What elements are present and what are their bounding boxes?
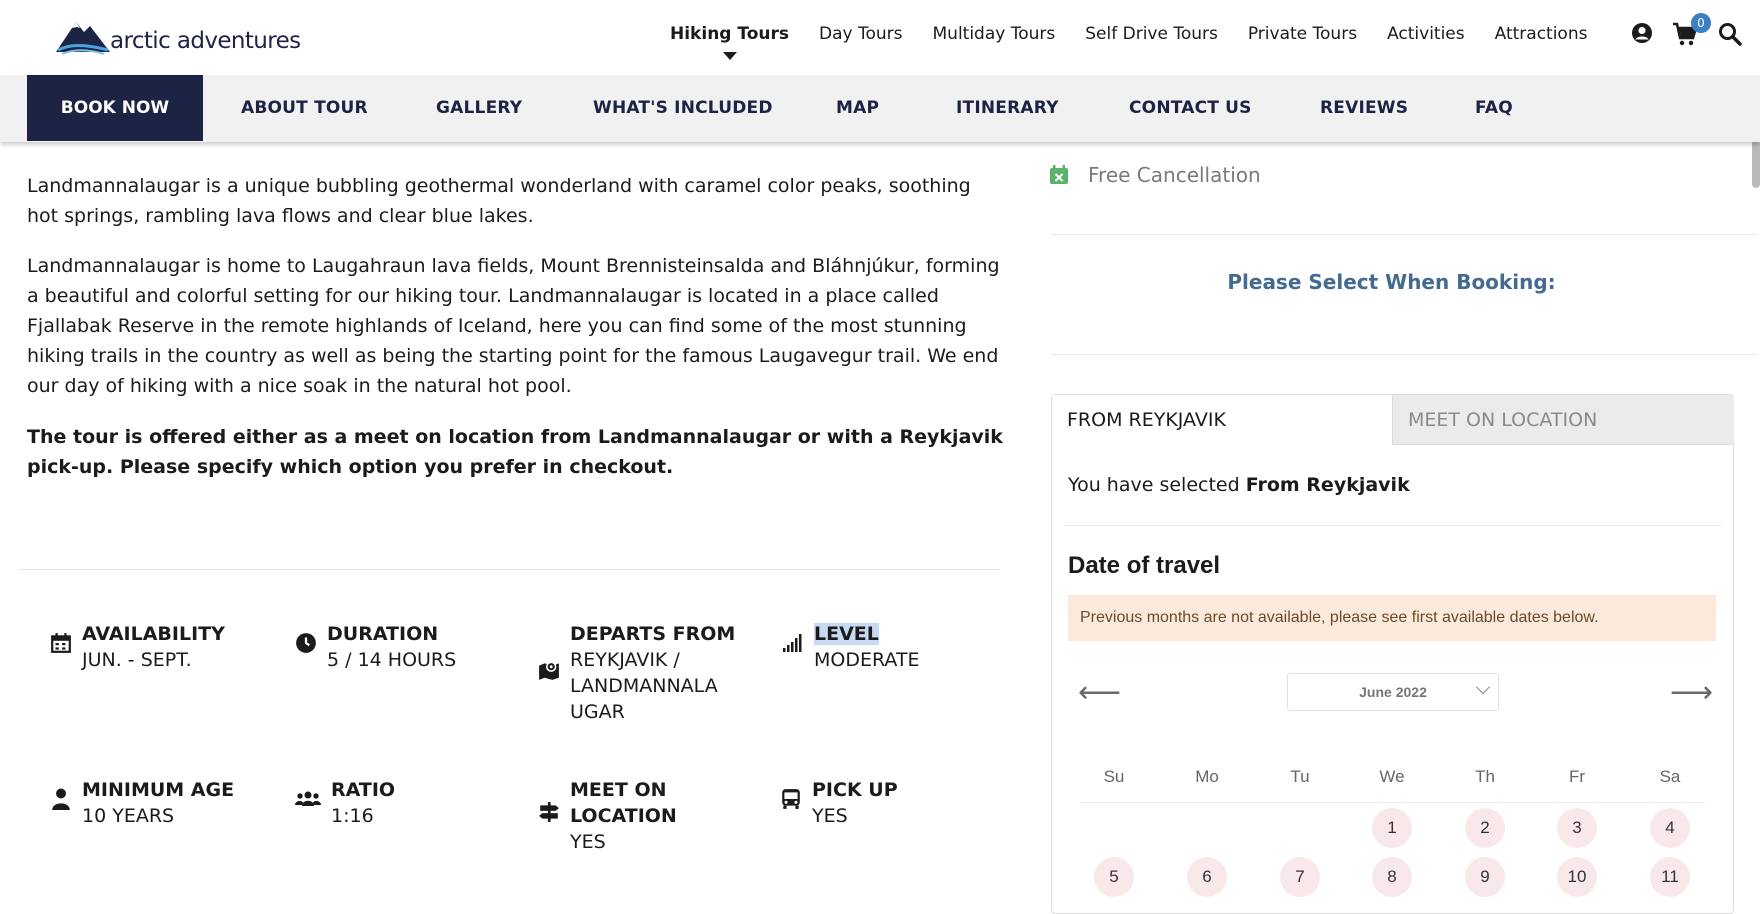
tab-faq[interactable]: FAQ xyxy=(1475,98,1513,118)
duration-value: 5 / 14 HOURS xyxy=(327,649,457,671)
meet-on-location-label-line-2: LOCATION xyxy=(570,805,677,827)
tab-gallery[interactable]: GALLERY xyxy=(436,98,523,118)
logo[interactable] xyxy=(54,14,301,56)
month-select-value: June 2022 xyxy=(1359,684,1427,700)
selected-prefix: You have selected xyxy=(1068,474,1246,496)
calendar-day[interactable]: 5 xyxy=(1094,857,1134,897)
level-label: LEVEL xyxy=(814,623,879,645)
pick-up-value: YES xyxy=(812,805,848,827)
departs-from-value-line-1: REYKJAVIK / xyxy=(570,649,680,671)
calendar-cancel-icon xyxy=(1049,165,1069,185)
calendar-day[interactable]: 10 xyxy=(1557,857,1597,897)
month-select[interactable] xyxy=(1287,673,1499,711)
next-month-arrow-icon[interactable]: ⟶ xyxy=(1670,675,1714,710)
description-paragraph-2: Landmannalaugar is home to Laugahraun lava fields, Mount Brennisteinsalda and Bláhnjúkur, forming a beautiful and colorful setting for our hiking tour. Landmannalaugar is located in a place called Fjallabak Reserve in the remote highlands of Iceland, here you can find some of the most stunning hiking trails in the country as well as being the starting point for the famous Laugavegur trail. We end our day of hiking with a nice soak in the natural hot pool. xyxy=(27,255,1000,397)
map-location-icon xyxy=(538,659,560,681)
description-paragraph-1: Landmannalaugar is a unique bubbling geothermal wonderland with caramel color peaks, soothing hot springs, rambling lava flows and clear blue lakes. xyxy=(27,175,971,227)
clock-icon xyxy=(295,632,317,654)
tab-reviews[interactable]: REVIEWS xyxy=(1320,98,1409,118)
tab-itinerary[interactable]: ITINERARY xyxy=(956,98,1059,118)
info-availability xyxy=(50,621,225,673)
divider xyxy=(1051,354,1758,355)
divider xyxy=(1080,802,1705,803)
calendar-day[interactable]: 3 xyxy=(1557,808,1597,848)
calendar-day[interactable]: 4 xyxy=(1650,808,1690,848)
calendar-day[interactable]: 1 xyxy=(1372,808,1412,848)
chevron-down-icon xyxy=(1476,680,1490,694)
info-pick-up xyxy=(780,777,898,829)
nav-hiking-tours[interactable]: Hiking Tours xyxy=(670,24,789,44)
departs-from-value-line-3: UGAR xyxy=(570,701,625,723)
selected-option-text xyxy=(1068,474,1410,496)
info-duration xyxy=(295,621,456,673)
availability-label: AVAILABILITY xyxy=(82,623,225,645)
user-account-icon[interactable] xyxy=(1631,22,1653,44)
cart-count-badge: 0 xyxy=(1691,13,1711,33)
info-meet-on-location xyxy=(538,777,677,855)
book-now-button[interactable]: BOOK NOW xyxy=(27,75,203,141)
calendar-day[interactable]: 7 xyxy=(1280,857,1320,897)
main-nav xyxy=(670,24,1617,44)
divider xyxy=(1051,234,1758,235)
info-departs-from xyxy=(538,621,735,725)
pick-up-label: PICK UP xyxy=(812,779,898,801)
group-icon xyxy=(295,788,321,810)
weekday-saturday: Sa xyxy=(1659,767,1681,786)
nav-private-tours[interactable]: Private Tours xyxy=(1247,24,1358,44)
calendar-day[interactable]: 9 xyxy=(1465,857,1505,897)
calendar-icon xyxy=(50,632,72,654)
minimum-age-label: MINIMUM AGE xyxy=(82,779,235,801)
calendar-day[interactable]: 8 xyxy=(1372,857,1412,897)
nav-multiday-tours[interactable]: Multiday Tours xyxy=(932,24,1056,44)
weekday-wednesday: We xyxy=(1379,767,1405,786)
level-value: MODERATE xyxy=(814,649,920,671)
minimum-age-value: 10 YEARS xyxy=(82,805,175,827)
calendar-day[interactable]: 11 xyxy=(1650,857,1690,897)
tab-whats-included[interactable]: WHAT'S INCLUDED xyxy=(593,98,773,118)
info-minimum-age xyxy=(50,777,234,829)
divider xyxy=(1064,525,1721,526)
pickup-option-note: The tour is offered either as a meet on location from Landmannalaugar or with a Reykjavik pick-up. Please specify which option you prefer in checkout. xyxy=(27,426,1003,478)
select-when-booking-heading: Please Select When Booking: xyxy=(1227,270,1556,294)
booking-widget xyxy=(1051,394,1734,914)
logo-text: arctic adventures xyxy=(110,28,301,54)
nav-attractions[interactable]: Attractions xyxy=(1494,24,1588,44)
previous-month-arrow-icon[interactable]: ⟵ xyxy=(1078,675,1122,710)
mountain-logo-icon xyxy=(54,14,112,56)
info-level xyxy=(782,621,920,673)
meet-on-location-label-line-1: MEET ON xyxy=(570,779,667,801)
tab-from-reykjavik[interactable]: FROM REYKJAVIK xyxy=(1052,395,1392,445)
bus-icon xyxy=(780,788,802,810)
nav-activities[interactable]: Activities xyxy=(1387,24,1465,44)
top-header xyxy=(0,0,1760,75)
weekday-monday: Mo xyxy=(1195,767,1219,786)
nav-self-drive-tours[interactable]: Self Drive Tours xyxy=(1085,24,1218,44)
divider xyxy=(18,569,1000,570)
info-ratio xyxy=(295,777,395,829)
tab-map[interactable]: MAP xyxy=(836,98,880,118)
availability-warning: Previous months are not available, please see first available dates below. xyxy=(1068,595,1716,641)
selected-option-value: From Reykjavik xyxy=(1245,474,1410,496)
weekday-tuesday: Tu xyxy=(1290,767,1310,786)
free-cancellation-text: Free Cancellation xyxy=(1088,163,1261,187)
tab-meet-on-location[interactable]: MEET ON LOCATION xyxy=(1392,395,1734,445)
weekday-friday: Fr xyxy=(1568,767,1586,786)
date-of-travel-heading: Date of travel xyxy=(1068,552,1221,579)
calendar-day[interactable]: 6 xyxy=(1187,857,1227,897)
departs-from-label: DEPARTS FROM xyxy=(570,623,736,645)
weekday-sunday: Su xyxy=(1103,767,1125,786)
tab-about-tour[interactable]: ABOUT TOUR xyxy=(241,98,368,118)
ratio-label: RATIO xyxy=(331,779,396,801)
person-icon xyxy=(50,788,72,810)
calendar-day[interactable]: 2 xyxy=(1465,808,1505,848)
weekday-thursday: Th xyxy=(1475,767,1495,786)
availability-value: JUN. - SEPT. xyxy=(82,649,192,671)
tour-section-nav xyxy=(0,75,1760,142)
departs-from-value-line-2: LANDMANNALA xyxy=(570,675,718,697)
ratio-value: 1:16 xyxy=(331,805,374,827)
nav-day-tours[interactable]: Day Tours xyxy=(819,24,903,44)
signal-level-icon xyxy=(782,632,804,654)
duration-label: DURATION xyxy=(327,623,439,645)
search-icon[interactable] xyxy=(1718,22,1742,46)
signpost-icon xyxy=(538,801,560,823)
meet-on-location-value: YES xyxy=(570,831,606,853)
tab-contact-us[interactable]: CONTACT US xyxy=(1129,98,1252,118)
